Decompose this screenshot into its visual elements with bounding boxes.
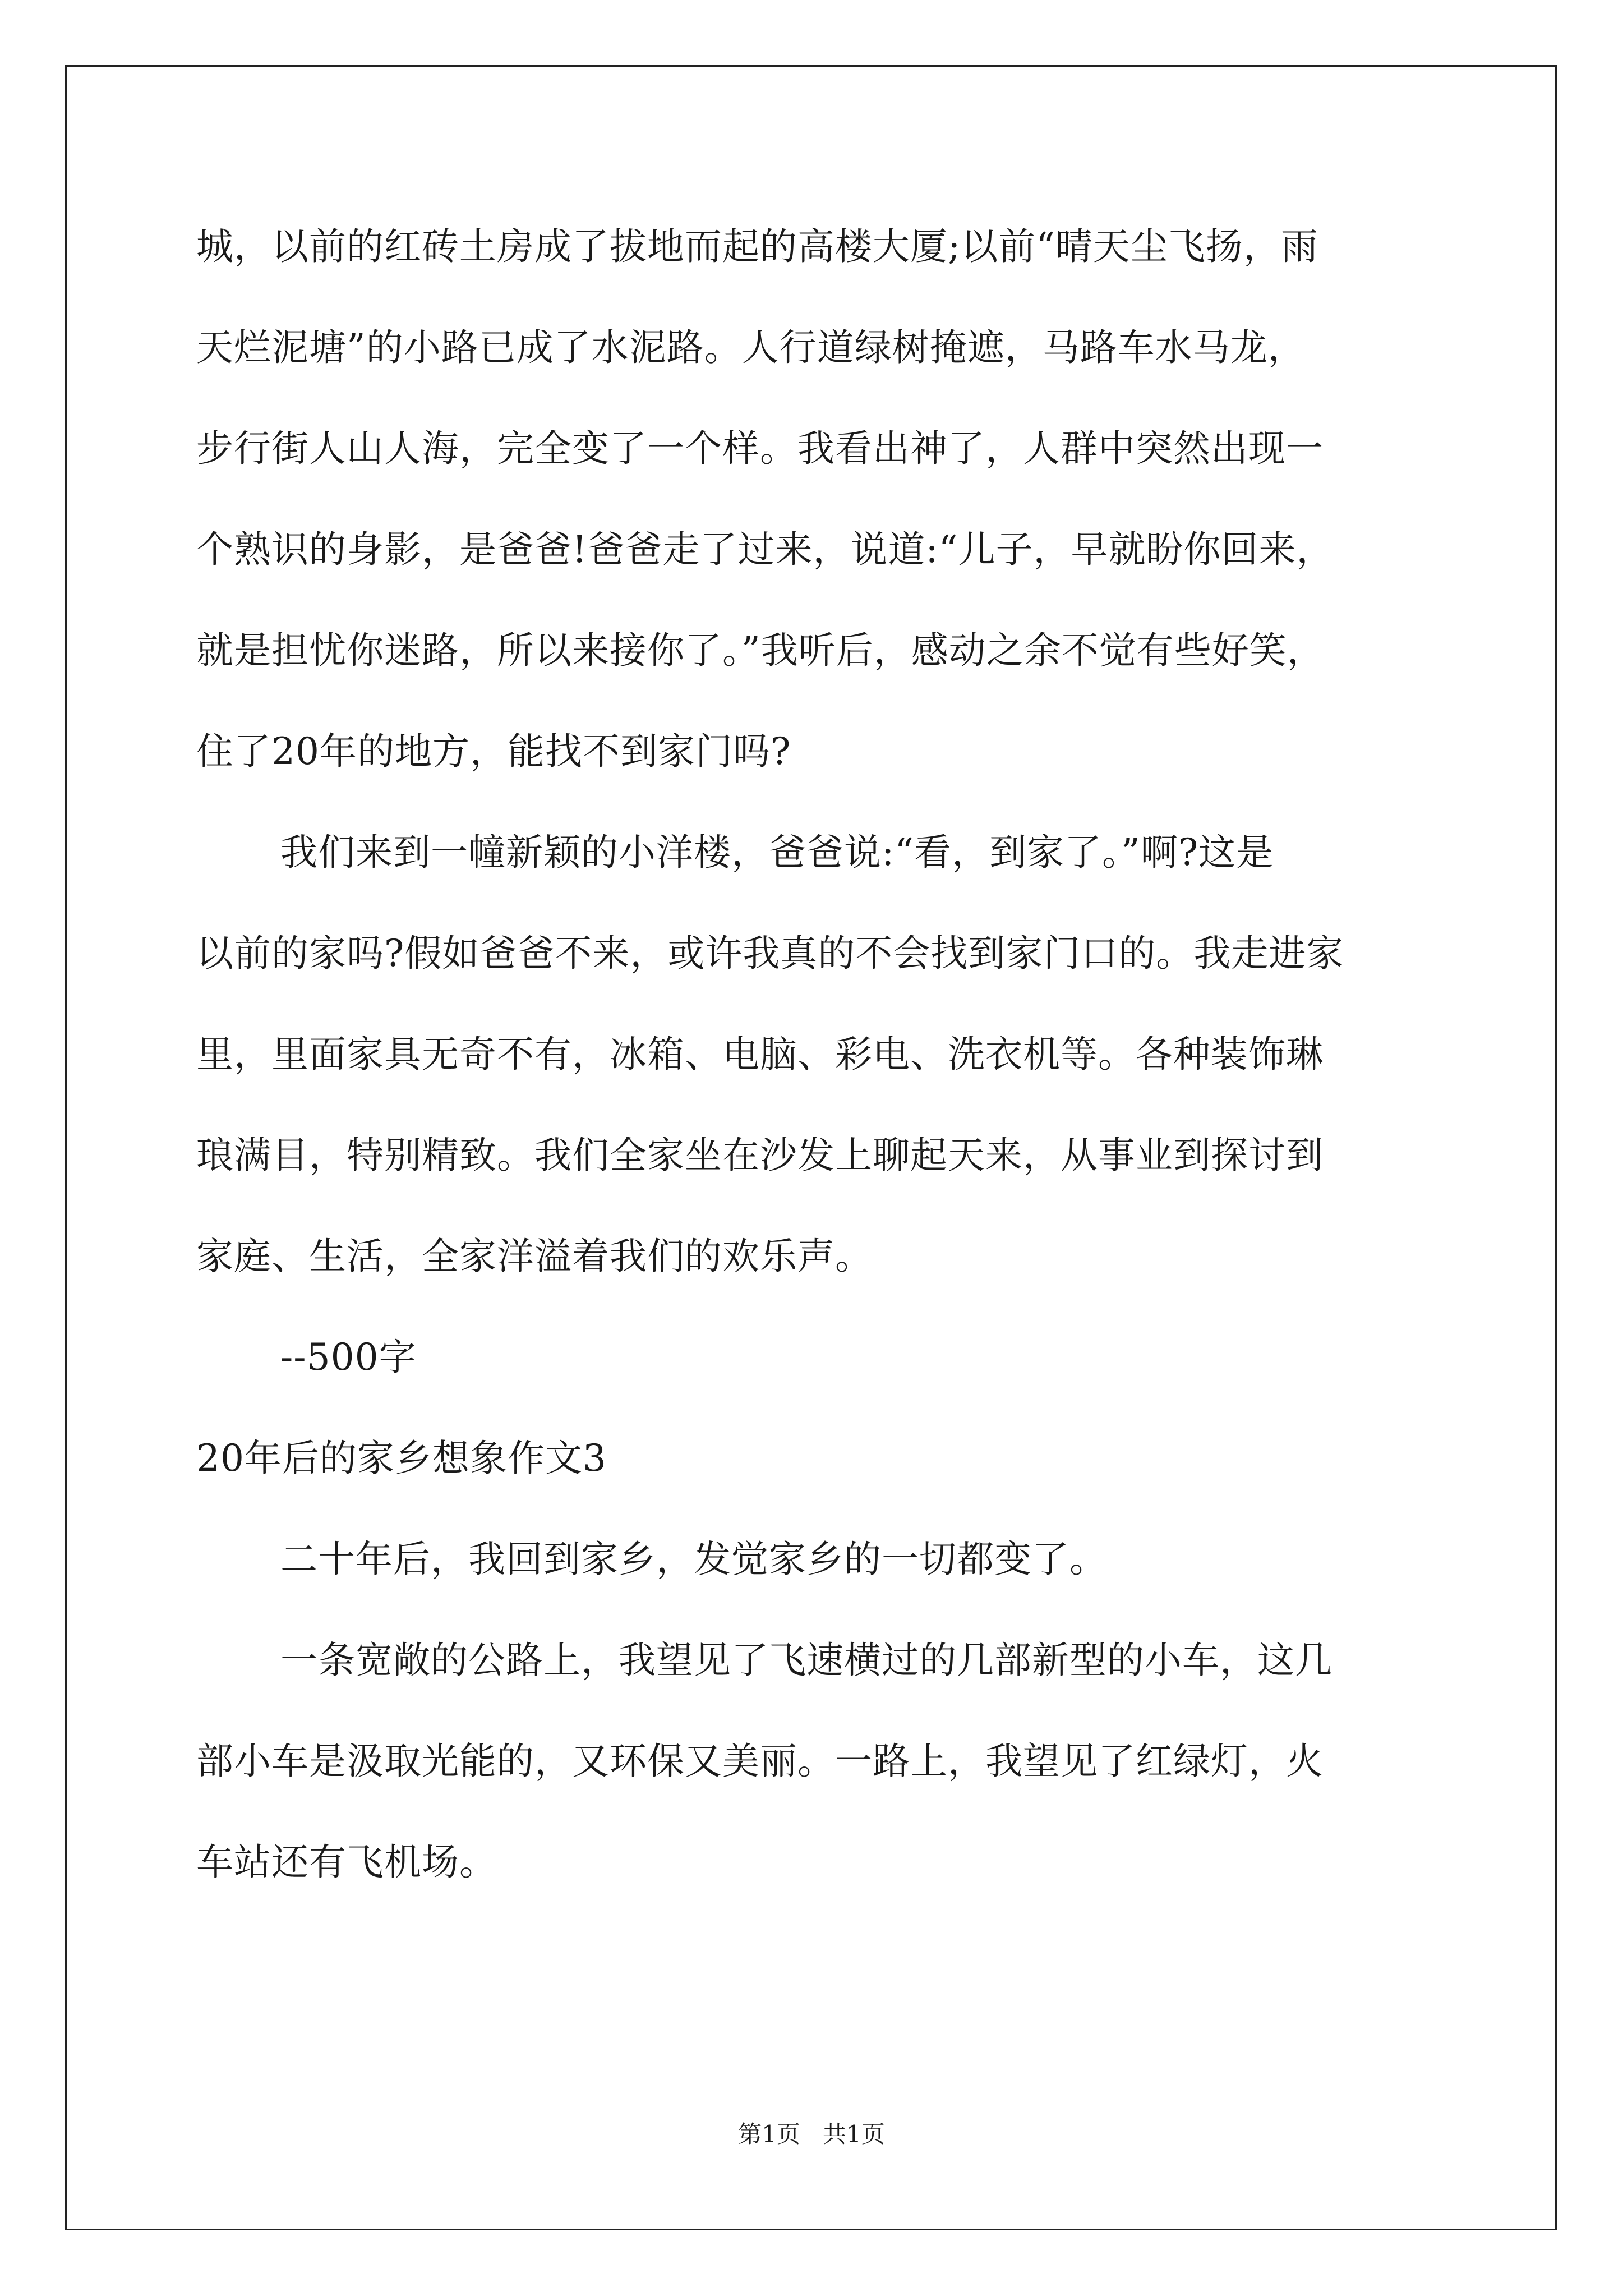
- body-line: 家庭、生活，全家洋溢着我们的欢乐声。: [196, 1235, 873, 1278]
- body-line: 就是担忧你迷路，所以来接你了。”我听后，感动之余不觉有些好笑，: [196, 629, 1325, 672]
- body-line: 我们来到一幢新颖的小洋楼，爸爸说:“看，到家了。”啊?这是: [280, 831, 1274, 874]
- body-line: 以前的家吗?假如爸爸不来，或许我真的不会找到家门口的。我走进家: [196, 932, 1344, 975]
- body-line: 车站还有飞机场。: [196, 1841, 497, 1884]
- body-line: 天烂泥塘”的小路已成了水泥路。人行道绿树掩遮，马路车水马龙，: [196, 326, 1306, 369]
- body-line: 步行街人山人海，完全变了一个样。我看出神了，人群中突然出现一: [196, 427, 1324, 470]
- section-heading: 20年后的家乡想象作文3: [196, 1437, 607, 1480]
- word-count: --500字: [280, 1336, 417, 1379]
- body-line: 二十年后，我回到家乡，发觉家乡的一切都变了。: [280, 1538, 1107, 1581]
- body-line: 琅满目，特别精致。我们全家坐在沙发上聊起天来，从事业到探讨到: [196, 1134, 1324, 1177]
- body-line: 个熟识的身影，是爸爸!爸爸走了过来，说道:“儿子，早就盼你回来，: [196, 528, 1334, 571]
- body-line: 部小车是汲取光能的，又环保又美丽。一路上，我望见了红绿灯，火: [196, 1740, 1324, 1783]
- body-line: 住了20年的地方，能找不到家门吗?: [196, 730, 791, 773]
- page-footer: 第1页 共1页: [738, 2120, 885, 2148]
- body-line: 一条宽敞的公路上，我望见了飞速横过的几部新型的小车，这几: [280, 1639, 1332, 1682]
- body-line: 城，以前的红砖土房成了拔地而起的高楼大厦;以前“晴天尘飞扬，雨: [196, 225, 1318, 268]
- body-line: 里，里面家具无奇不有，冰箱、电脑、彩电、洗衣机等。各种装饰琳: [196, 1033, 1324, 1076]
